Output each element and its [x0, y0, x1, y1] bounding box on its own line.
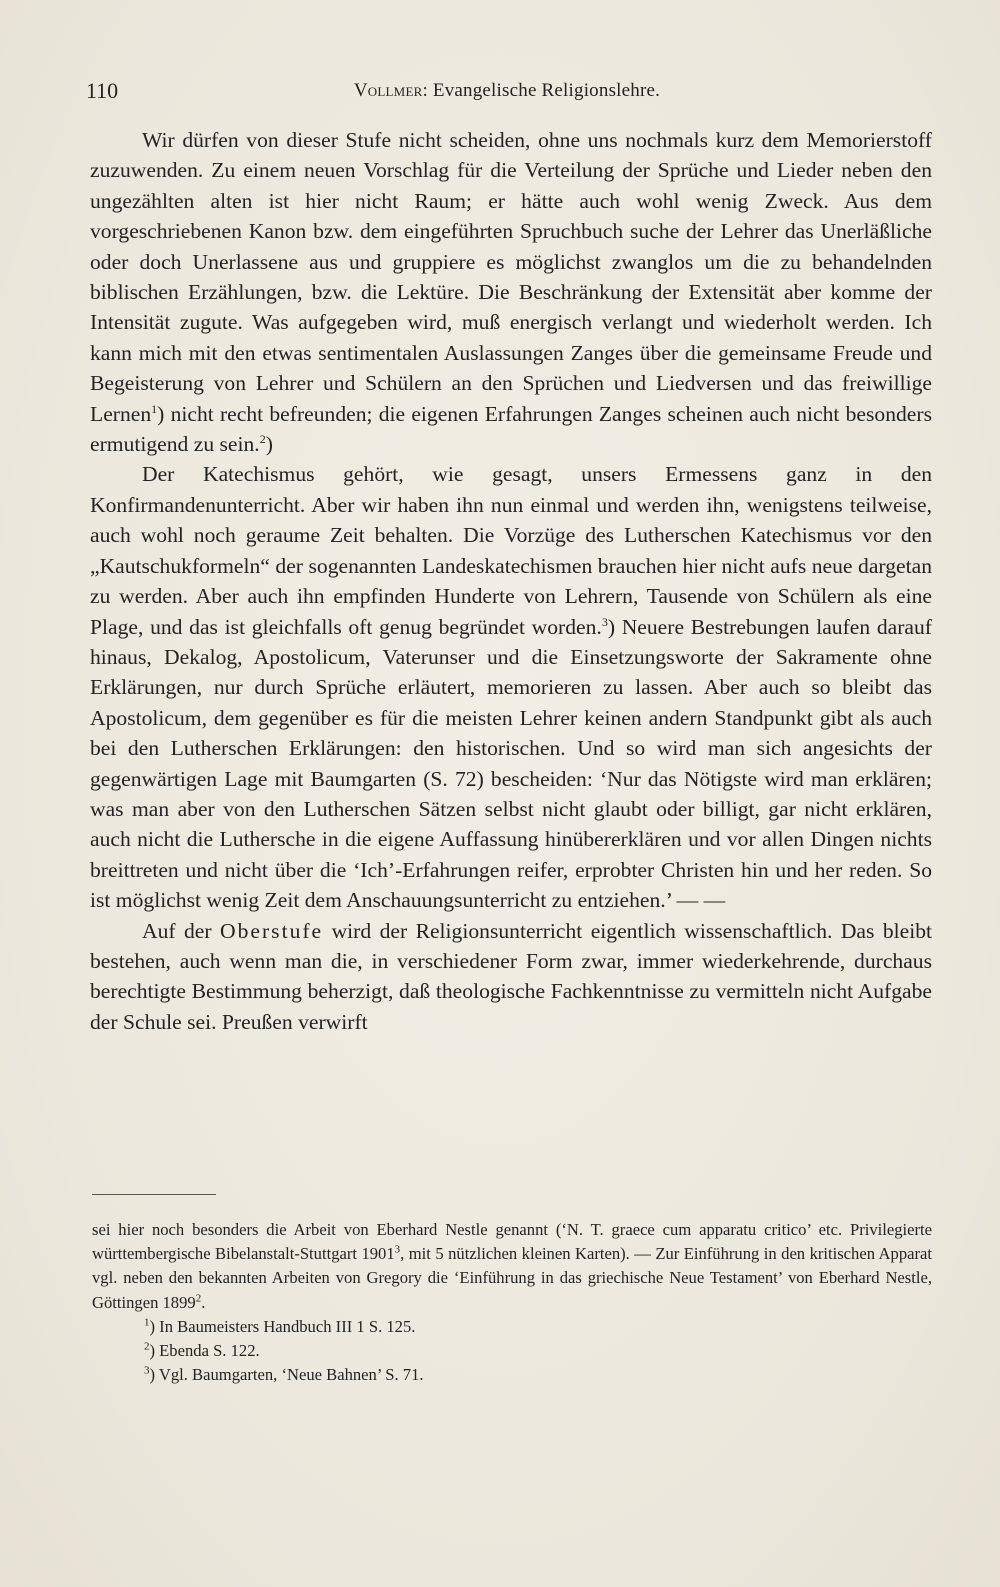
text-run: sei hier noch besonders die Arbeit von Eberhard Nestle genannt (‘N. T. graece cum apparatu critico’ etc. Privilegierte württembergische Bibelanstalt-Stuttgart 1901 [92, 1220, 932, 1264]
footnote-mark: 2 [144, 1340, 150, 1353]
paragraph-memorierstoff [90, 125, 932, 459]
main-text [90, 125, 932, 1037]
footnote-2 [92, 1339, 932, 1363]
text-run: ) [265, 432, 273, 457]
paragraph-katechismus [90, 459, 932, 915]
text-run: Auf der [142, 918, 220, 943]
text-run: ) nicht recht befreunden; die eigenen Erfahrungen Zanges scheinen auch nicht besonders ermutigend zu sein. [90, 401, 932, 457]
footnote-mark: 1 [144, 1316, 150, 1329]
footnote-ref-3: 3 [601, 614, 608, 629]
text-run: ) Neuere Bestrebungen laufen darauf hinaus, Dekalog, Apostolicum, Vaterunser und die Einsetzungsworte der Sakramente ohne Erklärungen, nur durch Sprüche erläutert, memorieren zu lassen. Aber auch so bleibt das Apostolicum, dem gegenüber es für die meisten Lehrer keinen andern Standpunkt gibt als auch bei den Lutherschen Erklärungen: den historischen. Und so wird man sich angesichts der gegenwärtigen Lage mit Baumgarten (S. 72) bescheiden: ‘Nur das Nötigste wird man erklären; was man aber von den Lutherschen Sätzen selbst nicht glaubt oder billigt, gar nicht erklären, auch nicht die Luthersche in die eigene Auffassung hinübererklären und vor allen Dingen nichts breittreten und nicht über die ‘Ich’-Erfahrungen reifer, erprobter Christen hin und her reden. So ist möglichst wenig Zeit dem Anschauungsunterricht zu entziehen.’ — — [90, 614, 932, 913]
footnote-3 [92, 1363, 932, 1387]
footnote-ref-2: 2 [259, 431, 266, 446]
running-head [86, 80, 928, 102]
footnotes [92, 1218, 932, 1387]
superscript: 2 [195, 1292, 202, 1305]
footnote-ref-1: 1 [151, 401, 158, 416]
footnote-text: ) Ebenda S. 122. [149, 1341, 260, 1361]
running-head-title: Evangelische Religionslehre. [427, 80, 661, 101]
paragraph-oberstufe [90, 916, 932, 1038]
page-number: 110 [86, 78, 119, 103]
footnote-text: ) Vgl. Baumgarten, ‘Neue Bahnen’ S. 71. [149, 1365, 424, 1385]
footnote-continuation [92, 1218, 932, 1315]
footnote-1 [92, 1315, 932, 1339]
emphasis-oberstufe: Oberstufe [220, 918, 324, 943]
footnote-divider [92, 1194, 216, 1195]
text-run: Der Katechismus gehört, wie gesagt, unsers Ermessens ganz in den Konfirmandenunterricht. Aber wir haben ihn nun einmal und werden ihn, wenigstens teilweise, auch wohl noch geraume Zeit behalten. Die Vorzüge des Lutherschen Katechismus vor den „Kautschukformeln“ der sogenannten Landeskatechismen brauchen hier nicht aufs neue dargetan zu werden. Aber auch ihn empfinden Hunderte von Lehrern, Tausende von Schülern als eine Plage, und das ist gleichfalls oft genug begründet worden. [90, 462, 932, 639]
text-run: Wir dürfen von dieser Stufe nicht scheiden, ohne uns nochmals kurz dem Memorierstoff zuzuwenden. Zu einem neuen Vorschlag für die Verteilung der Sprüche und Lieder neben den ungezählten alten ist hier nicht Raum; er hätte auch wohl wenig Zweck. Aus dem vorgeschriebenen Kanon bzw. dem eingeführten Spruchbuch suche der Lehrer das Unerläßliche oder doch Unerlassene aus und gruppiere es möglichst zwanglos um die zu behandelnden biblischen Erzählungen, bzw. die Lektüre. Die Beschränkung der Extensität aber komme der Intensität zugute. Was aufgegeben wird, muß energisch verlangt und wiederholt werden. Ich kann mich mit den etwas sentimentalen Auslassungen Zanges über die gemeinsame Freude und Begeisterung von Lehrer und Schülern an den Sprüchen und Liedversen und das freiwillige Lernen [90, 128, 932, 426]
text-run: wird der Religionsunterricht eigentlich wissenschaftlich. Das bleibt bestehen, auch wenn man die, in verschiedener Form zwar, immer wiederkehrende, durchaus berechtigte Bestimmung beherzigt, daß theologische Fachkenntnisse zu vermitteln nicht Aufgabe der Schule sei. Preußen verwirft [90, 918, 932, 1034]
page-header [86, 78, 928, 108]
running-head-author: Vollmer: [353, 80, 428, 101]
text-run: , mit 5 nützlichen kleinen Karten). — Zur Einführung in den kritischen Apparat vgl. neben den bekannten Arbeiten von Gregory die ‘Einführung in das griechische Neue Testament’ von Eberhard Nestle, Göttingen 1899 [92, 1244, 932, 1312]
footnote-mark: 3 [144, 1364, 150, 1377]
text-run: . [201, 1292, 206, 1312]
footnote-text: ) In Baumeisters Handbuch III 1 S. 125. [149, 1316, 416, 1336]
superscript: 3 [394, 1243, 401, 1256]
